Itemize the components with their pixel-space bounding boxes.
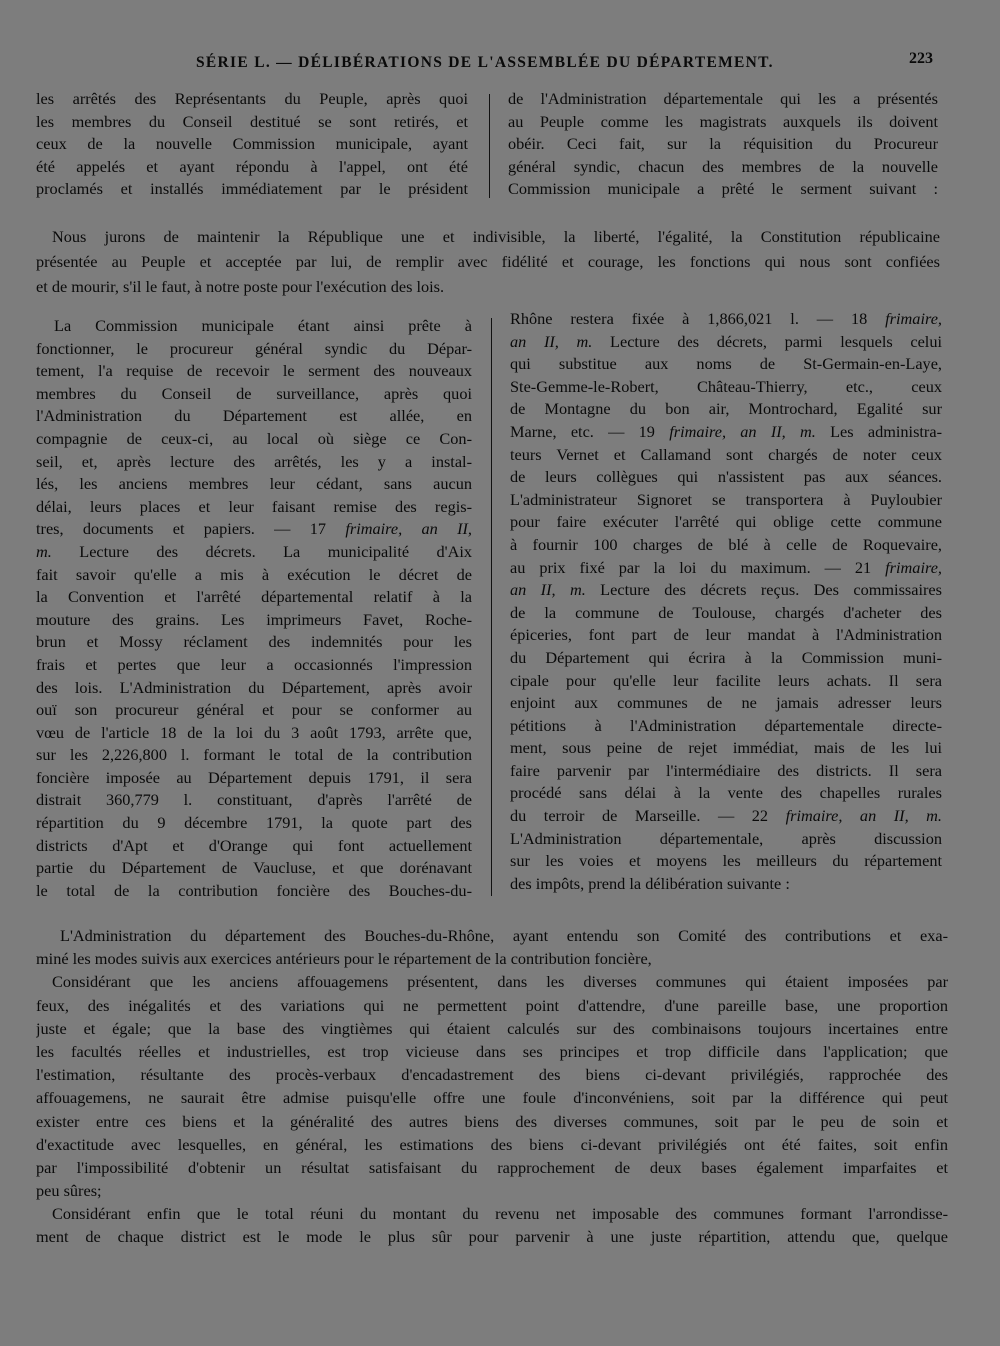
text-line: de l'Administration départementale qui les a présentés	[508, 89, 938, 108]
italic-date: m.	[36, 541, 52, 561]
text-line: ment de chaque district est le mode le plus sûr pour parvenir à une juste répartition, attendu que, quelque	[36, 1227, 948, 1247]
text-line: seil, et, après lecture des arrêtés, les y a instal-	[36, 451, 472, 471]
running-title: SÉRIE L. — DÉLIBÉRATIONS DE L'ASSEMBLÉE DU DÉPARTEMENT.	[196, 54, 774, 71]
text-segment: Lecture des décrets. La municipalité d'Aix	[51, 541, 472, 561]
text-line	[510, 331, 942, 354]
text-segment: Lecture des décrets, parmi lesquels celui	[592, 331, 942, 351]
italic-date: an II, m.	[510, 331, 593, 351]
text-line: de Montagne du bon air, Montrochard, Egalité sur	[510, 399, 942, 419]
text-line: affouagemens, ne saurait être admise puisqu'elle offre une foule d'inconvéniens, soit par la différence qui peut	[36, 1088, 948, 1108]
text-line: distrait 360,779 l. constituant, d'après l'arrêté de	[36, 790, 472, 810]
text-line: délai, leurs places et leur faisant remise des regis-	[36, 496, 472, 516]
text-line: proclamés et installés immédiatement par le président	[36, 179, 468, 199]
text-line: feux, des inégalités et des variations qui ne permettent point d'attendre, d'une pareille base, une proportion	[36, 995, 948, 1015]
resolution-text	[36, 924, 948, 1249]
text-line: partie du Département de Vaucluse, et que dorénavant	[36, 858, 472, 878]
text-line: Considérant que les anciens affouagemens présentent, dans les diverses communes qui étaient imposées par	[52, 972, 948, 992]
text-line: L'Administration du département des Bouches-du-Rhône, ayant entendu son Comité des contributions et exa-	[60, 926, 948, 945]
text-line: les facultés réelles et industrielles, est trop vicieuse dans ses principes et trop difficile dans l'application; que	[36, 1041, 948, 1061]
text-line: miné les modes suivis aux exercices antérieurs pour le répartement de la contribution foncière,	[36, 949, 652, 969]
top-right-column	[508, 88, 938, 201]
text-line	[36, 518, 472, 541]
text-line: ceux de la nouvelle Commission municipale, ayant	[36, 134, 468, 154]
text-line: Considérant enfin que le total réuni du montant du revenu net imposable des communes formant l'arrondisse-	[52, 1204, 948, 1224]
text-line: procédé sans délai à la vente des chapelles rurales	[510, 783, 942, 803]
text-segment: Les administra-	[815, 421, 942, 441]
text-segment: du terroir de Marseille. — 22	[510, 806, 786, 826]
column-rule-middle	[491, 318, 492, 896]
text-line: répartition du 9 décembre 1791, la quote part des	[36, 813, 472, 833]
text-line: les arrêtés des Représentants du Peuple, après quoi	[36, 89, 468, 108]
text-line: tement, l'a requise de recevoir le serment des nouveaux	[36, 361, 472, 381]
text-line	[510, 557, 942, 580]
text-line: fonctionner, le procureur général syndic du Dépar-	[36, 338, 472, 358]
text-line: sur les 2,226,800 l. formant le total de la contribution	[36, 745, 472, 765]
italic-date: frimaire, an II, m.	[669, 421, 816, 441]
text-line: au Peuple comme les magistrats auxquels ils doivent	[508, 111, 938, 131]
text-line: vœu de l'article 18 de la loi du 3 août 1793, arrête que,	[36, 722, 472, 742]
text-line: frais et pertes que leur a occasionnés l'impression	[36, 654, 472, 674]
italic-date: frimaire,	[885, 557, 942, 577]
text-line: présentée au Peuple et acceptée par lui, de remplir avec fidélité et courage, les fonctions qui nous sont confiées	[36, 252, 940, 271]
text-line: l'Administration du Département est allée, en	[36, 406, 472, 426]
text-line: de leurs collègues qui n'assistent pas aux séances.	[510, 467, 942, 487]
text-line: peu sûres;	[36, 1181, 102, 1201]
italic-date: an II, m.	[510, 580, 586, 600]
text-line: mouture des grains. Les imprimeurs Favet, Roche-	[36, 609, 472, 629]
text-line: qui substitue aux noms de St-Germain-en-Laye,	[510, 354, 942, 374]
text-line: pétitions à l'Administration départementale directe-	[510, 715, 942, 735]
text-line: ment, sous peine de rejet immédiat, mais de les lui	[510, 738, 942, 758]
text-line: de la commune de Toulouse, chargés d'acheter des	[510, 602, 942, 622]
text-line: L'administrateur Signoret se transportera à Puyloubier	[510, 489, 942, 509]
top-left-column	[36, 88, 468, 201]
middle-right-column	[510, 308, 942, 895]
text-line: pour faire exécuter l'arrêté qui oblige cette commune	[510, 512, 942, 532]
text-line: membres du Conseil de surveillance, après quoi	[36, 383, 472, 403]
text-line: les membres du Conseil destitué se sont retirés, et	[36, 111, 468, 131]
italic-date: frimaire, an II, m.	[785, 806, 942, 826]
text-line: La Commission municipale étant ainsi prête à	[54, 316, 472, 335]
oath-paragraph	[36, 224, 940, 299]
text-line: juste et égale; que la base des vingtièmes qui étaient calculés sur des combinaisons toujours incertaines entre	[36, 1018, 948, 1038]
text-line: des lois. L'Administration du Département, après avoir	[36, 677, 472, 697]
text-line: et de mourir, s'il le faut, à notre poste pour l'exécution des lois.	[36, 277, 445, 296]
text-line: obéir. Ceci fait, sur la réquisition du Procureur	[508, 134, 938, 154]
text-segment: au prix fixé par la loi du maximum. — 21	[510, 557, 886, 577]
text-line	[510, 579, 942, 602]
text-line: Commission municipale a prêté le serment suivant :	[508, 179, 938, 199]
italic-date: frimaire, an II,	[345, 519, 472, 539]
page-number: 223	[909, 50, 933, 67]
text-line: d'exactitude avec lesquelles, en général, les estimations des biens ci-devant privilégiés ont été faites, soit enfin	[36, 1134, 948, 1154]
text-line: l'estimation, résultante des procès-verbaux d'encadastrement des biens ci-devant privilégiés, rapprochée des	[36, 1065, 948, 1085]
text-line: cipale pour qu'elle leur facilite leurs achats. Il sera	[510, 670, 942, 690]
text-line	[36, 541, 472, 564]
text-line: des impôts, prend la délibération suivante :	[510, 873, 790, 893]
text-line: Nous jurons de maintenir la République une et indivisible, la liberté, l'égalité, la Constitution républicaine	[52, 227, 940, 246]
text-line: faire parvenir par l'intermédiaire des districts. Il sera	[510, 760, 942, 780]
text-line: par l'impossibilité d'obtenir un résultat satisfaisant du rapprochement de deux bases également imparfaites et	[36, 1157, 948, 1177]
text-line: le total de la contribution foncière des Bouches-du-	[36, 880, 472, 900]
text-segment: tres, documents et papiers. — 17	[36, 519, 346, 539]
text-line: fait savoir qu'elle a mis à exécution le décret de	[36, 564, 472, 584]
text-segment: Rhône restera fixée à 1,866,021 l. — 18	[510, 309, 886, 328]
text-line: L'Administration départementale, après discussion	[510, 828, 942, 848]
text-line	[510, 805, 942, 828]
column-rule-top	[489, 94, 490, 198]
text-line: général syndic, chacun des membres de la nouvelle	[508, 156, 938, 176]
text-segment: Lecture des décrets reçus. Des commissaires	[585, 580, 942, 600]
text-line: exister entre ces biens et la généralité des autres biens des diverses communes, soit par le peu de soin et	[36, 1111, 948, 1131]
text-segment: Marne, etc. — 19	[510, 421, 670, 441]
text-line: enjoint aux communes de ne jamais adresser leurs	[510, 693, 942, 713]
text-line: sur les voies et moyens les meilleurs du répartement	[510, 851, 942, 871]
text-line: été appelés et ayant répondu à l'appel, ont été	[36, 156, 468, 176]
text-line: compagnie de ceux-ci, au local où siège ce Con-	[36, 428, 472, 448]
text-line: teurs Vernet et Callamand sont chargés de noter ceux	[510, 444, 942, 464]
text-line: ouï son procureur général et pour se conformer au	[36, 700, 472, 720]
italic-date: frimaire,	[885, 309, 942, 328]
text-line	[510, 308, 942, 331]
text-line: districts d'Apt et d'Orange qui font actuellement	[36, 835, 472, 855]
text-line: lés, les anciens membres leur cédant, sans aucun	[36, 474, 472, 494]
text-line: Ste-Gemme-le-Robert, Château-Thierry, etc., ceux	[510, 376, 942, 396]
text-line: du Département qui écrira à la Commission muni-	[510, 647, 942, 667]
text-line	[510, 421, 942, 444]
text-line: brun et Mossy réclament des indemnités pour les	[36, 632, 472, 652]
page-header	[0, 50, 1000, 74]
text-line: la Convention et l'arrêté départemental relatif à la	[36, 587, 472, 607]
middle-left-column	[36, 315, 472, 902]
text-line: à fournir 100 charges de blé à celle de Roquevaire,	[510, 534, 942, 554]
text-line: épiceries, font part de leur mandat à l'Administration	[510, 625, 942, 645]
text-line: foncière imposée au Département depuis 1791, il sera	[36, 767, 472, 787]
